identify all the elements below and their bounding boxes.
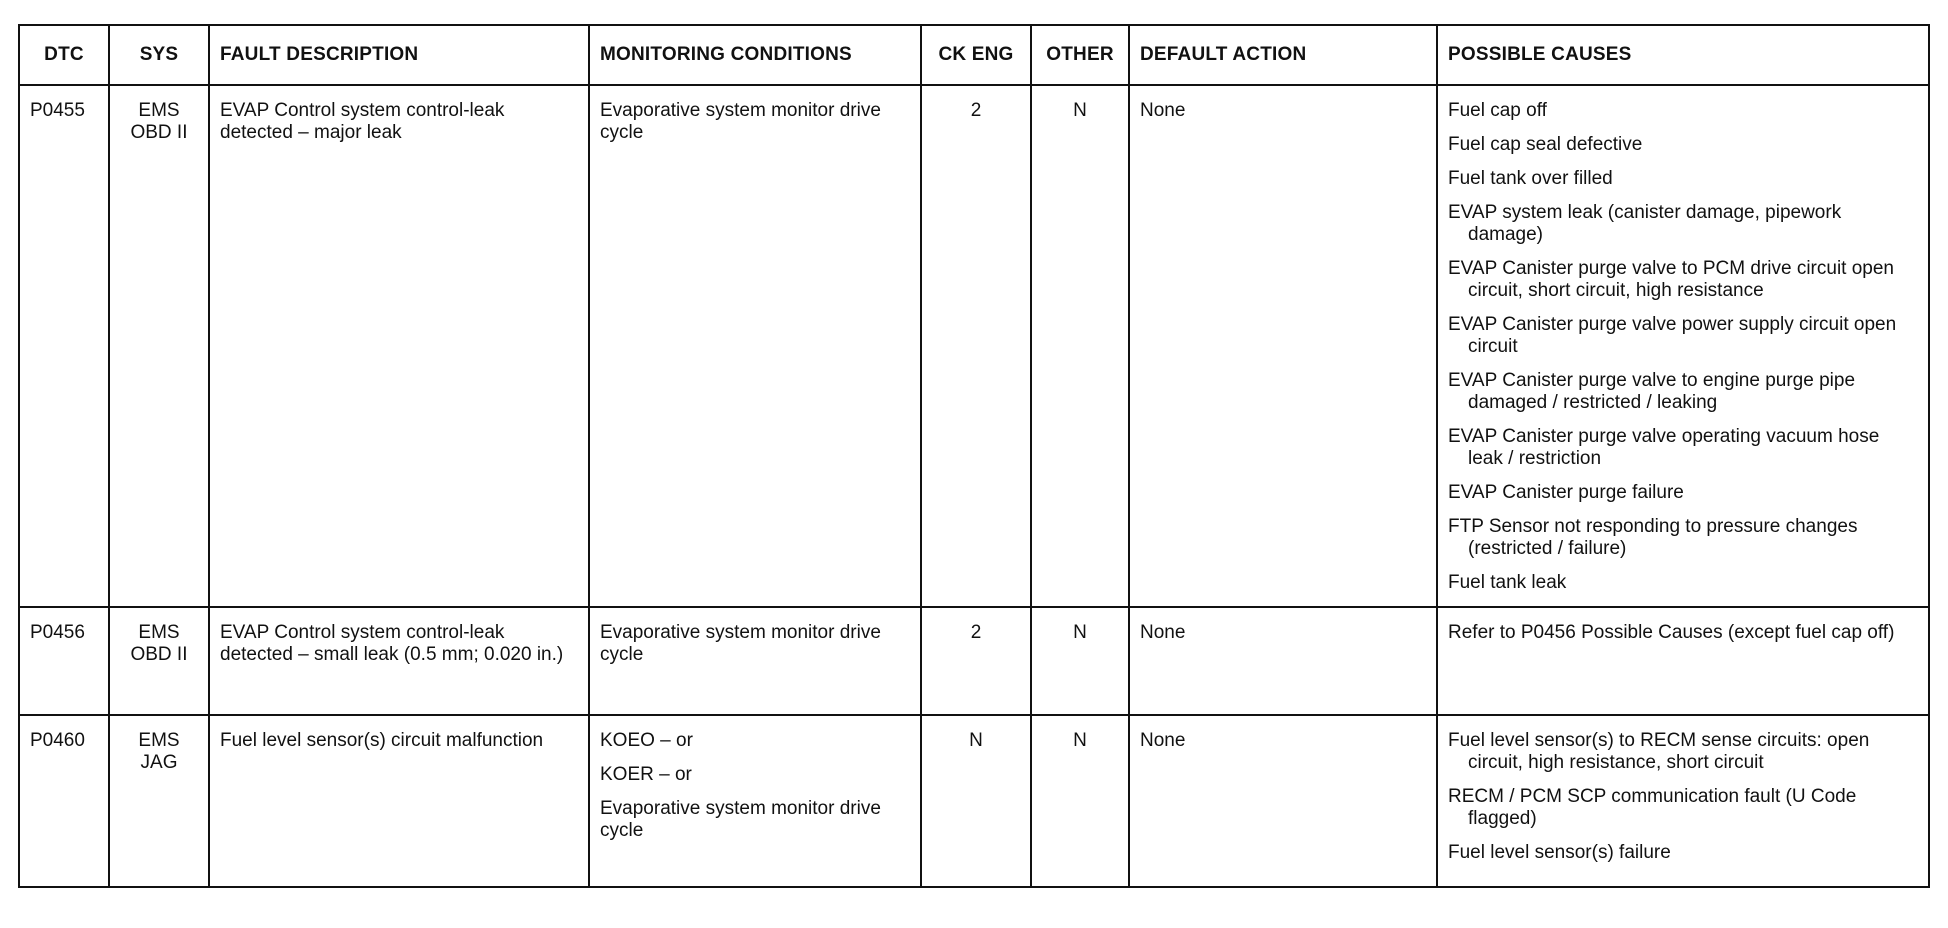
monitoring-conditions-cell	[589, 715, 921, 887]
sys-line: OBD II	[130, 644, 188, 665]
cause-item: Fuel cap seal defective	[1448, 134, 1643, 155]
cause-item: Fuel level sensor(s) failure	[1448, 842, 1671, 863]
sys-line: EMS	[138, 730, 180, 751]
cause-item: EVAP Canister purge valve operating vacuum hose leak / restriction	[1448, 426, 1880, 469]
header-monitoring-conditions: MONITORING CONDITIONS	[589, 25, 921, 85]
fault-description-cell: EVAP Control system control-leak detected – small leak (0.5 mm; 0.020 in.)	[209, 607, 589, 715]
monitoring-item: KOEO – or	[600, 730, 693, 751]
possible-causes-cell	[1437, 607, 1929, 715]
header-sys: SYS	[109, 25, 209, 85]
ck-eng-cell: N	[921, 715, 1031, 887]
ck-eng-cell: 2	[921, 85, 1031, 607]
header-fault-description: FAULT DESCRIPTION	[209, 25, 589, 85]
sys-cell	[109, 85, 209, 607]
dtc-cell: P0456	[19, 607, 109, 715]
cause-item: Refer to P0456 Possible Causes (except fuel cap off)	[1448, 622, 1895, 643]
monitoring-item: Evaporative system monitor drive cycle	[600, 798, 881, 841]
cause-item: Fuel level sensor(s) to RECM sense circuits: open circuit, high resistance, short circuit	[1448, 730, 1870, 773]
cause-item: EVAP Canister purge valve to engine purge pipe damaged / restricted / leaking	[1448, 370, 1856, 413]
default-action-cell: None	[1129, 607, 1437, 715]
cause-item: Fuel tank over filled	[1448, 168, 1613, 189]
sys-line: EMS	[138, 622, 180, 643]
fault-description-cell: EVAP Control system control-leak detected – major leak	[209, 85, 589, 607]
fault-description-cell: Fuel level sensor(s) circuit malfunction	[209, 715, 589, 887]
table-row	[19, 715, 1929, 887]
other-cell: N	[1031, 715, 1129, 887]
dtc-cell: P0460	[19, 715, 109, 887]
cause-item: EVAP Canister purge valve to PCM drive circuit open circuit, short circuit, high resistance	[1448, 258, 1894, 301]
header-ck-eng: CK ENG	[921, 25, 1031, 85]
table-row	[19, 607, 1929, 715]
other-cell: N	[1031, 85, 1129, 607]
sys-line: OBD II	[130, 122, 188, 143]
sys-cell	[109, 607, 209, 715]
header-other: OTHER	[1031, 25, 1129, 85]
default-action-cell: None	[1129, 715, 1437, 887]
cause-item: EVAP system leak (canister damage, pipework damage)	[1448, 202, 1842, 245]
cause-item: FTP Sensor not responding to pressure changes (restricted / failure)	[1448, 516, 1858, 559]
monitoring-item: Evaporative system monitor drive cycle	[600, 622, 881, 665]
monitoring-conditions-cell	[589, 85, 921, 607]
monitoring-item: KOER – or	[600, 764, 692, 785]
other-cell: N	[1031, 607, 1129, 715]
sys-cell	[109, 715, 209, 887]
table-row	[19, 85, 1929, 607]
cause-item: Fuel cap off	[1448, 100, 1547, 121]
cause-item: Fuel tank leak	[1448, 572, 1567, 593]
header-row	[19, 25, 1929, 85]
sys-line: JAG	[140, 752, 178, 773]
cause-item: EVAP Canister purge failure	[1448, 482, 1684, 503]
dtc-table	[18, 24, 1930, 888]
header-dtc: DTC	[19, 25, 109, 85]
default-action-cell: None	[1129, 85, 1437, 607]
possible-causes-cell	[1437, 85, 1929, 607]
sys-line: EMS	[138, 100, 180, 121]
monitoring-item: Evaporative system monitor drive cycle	[600, 100, 881, 143]
cause-item: EVAP Canister purge valve power supply circuit open circuit	[1448, 314, 1897, 357]
possible-causes-cell	[1437, 715, 1929, 887]
header-possible-causes: POSSIBLE CAUSES	[1437, 25, 1929, 85]
ck-eng-cell: 2	[921, 607, 1031, 715]
header-default-action: DEFAULT ACTION	[1129, 25, 1437, 85]
monitoring-conditions-cell	[589, 607, 921, 715]
cause-item: RECM / PCM SCP communication fault (U Code flagged)	[1448, 786, 1857, 829]
dtc-cell: P0455	[19, 85, 109, 607]
